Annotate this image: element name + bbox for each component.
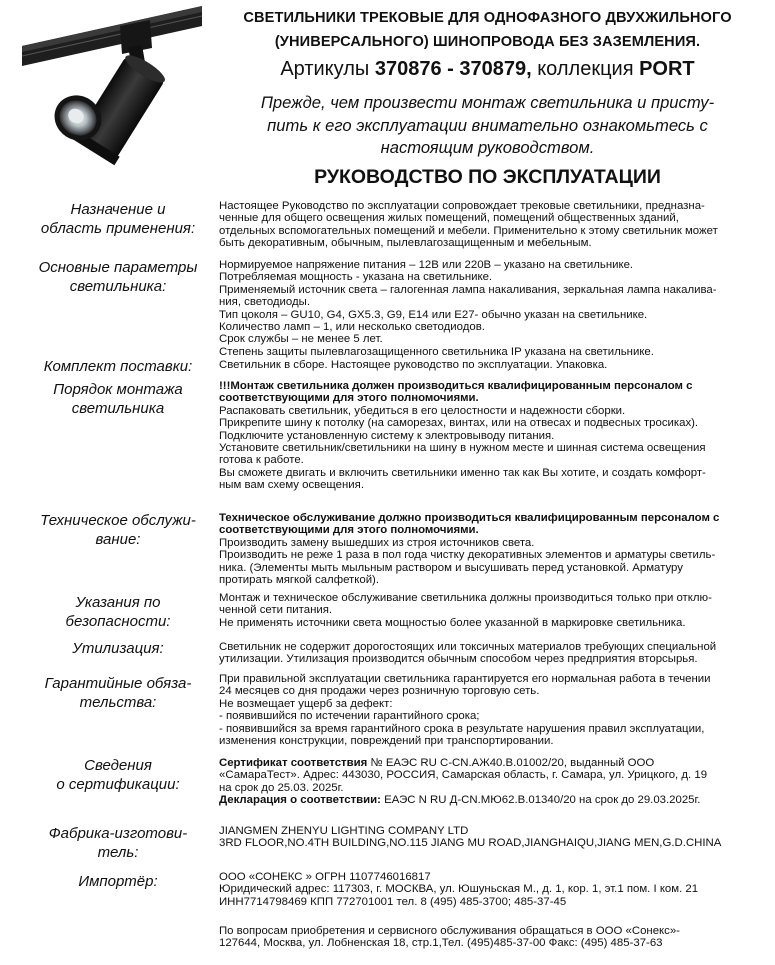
warning-line-1: Прежде, чем произвести монтаж светильника и присту-: [260, 93, 715, 112]
decl-number: ЕАЭС N RU Д-CN.МЮ62.В.01340/20 на срок до 29.03.2025г.: [380, 794, 701, 807]
track-light-illustration: [22, 4, 202, 182]
text-line: ника. (Элементы мыть мыльным раствором и высушивать перед установкой. Арматуру: [219, 561, 683, 574]
text-line: Распаковать светильник, убедиться в его целостности и надежности сборки.: [219, 404, 626, 417]
text-line: отдельных вспомогательных помещений и мебели. Применительно к этому светильник может: [219, 224, 718, 237]
cert-bold: Сертификат соответствия: [219, 757, 368, 769]
text-line: ным вам схему освещения.: [219, 479, 364, 492]
articles-prefix: Артикулы: [280, 58, 375, 80]
text-line: изменения конструкции, повреждений при транспортировании.: [219, 735, 554, 748]
cert-number: № ЕАЭС RU С-CN.АЖ40.В.01002/20, выданный ООО: [367, 757, 655, 769]
text-line: Установите светильник/светильники на шину в нужном месте и шинная система освещения: [219, 442, 706, 455]
disposal-label: [18, 639, 218, 658]
warning-line-3: настоящим руководством.: [380, 138, 595, 157]
text-line: ния, светодиоды.: [219, 296, 310, 309]
importer-text: [219, 871, 759, 908]
text-line: Не возмещает ущерб за дефект:: [219, 697, 393, 710]
service-contacts: [219, 925, 759, 950]
cert-line-1: [219, 757, 759, 769]
install-label-line: светильника: [71, 400, 165, 417]
warranty-text: [219, 673, 759, 747]
warranty-label-line: Гарантийные обяза-: [44, 675, 192, 692]
cert-text: [219, 757, 759, 807]
text-line: 127644, Москва, ул. Лобненская 18, стр.1,Тел. (495)485-37-00 Факс: (495) 485-37-63: [219, 937, 663, 950]
purpose-label-line: область применения:: [40, 220, 196, 237]
text-line: 24 месяцев со дня продажи через розничную торговую сеть.: [219, 685, 540, 698]
articles-line: [210, 56, 765, 82]
cert-label: [18, 756, 218, 794]
text-line: По вопросам приобретения и сервисного обслуживания обращаться в ООО «Сонекс»-: [219, 925, 680, 937]
bold-line: соответствующими для этого полномочиями.: [219, 524, 479, 537]
text-line: Светильник не содержит дорогостоящих или токсичных материалов требующих специальной: [219, 641, 717, 653]
disposal-text: [219, 641, 759, 666]
factory-label-line: Фабрика-изготови-: [48, 825, 188, 842]
text-line: протирать мягкой салфеткой).: [219, 574, 380, 587]
text-line: Настоящее Руководство по эксплуатации сопровождает трековые светильники, предназна-: [219, 200, 705, 212]
decl-bold: Декларация о соответствии:: [219, 794, 381, 807]
text-line: Монтаж и техническое обслуживание светильника должны производиться только при отклю-: [219, 592, 712, 604]
factory-label-line: тель:: [97, 844, 139, 861]
purpose-label-line: Назначение и: [70, 201, 166, 218]
text-line: готова к работе.: [219, 454, 304, 467]
text-line: JIANGMEN ZHENYU LIGHTING COMPANY LTD: [219, 825, 469, 837]
text-line: ИНН7714798469 КПП 772701001 тел. 8 (495) 485-3700; 485-37-45: [219, 895, 567, 908]
text-line: утилизации. Утилизация производится обычным способом через предприятия вторсырья.: [219, 653, 698, 666]
warning-notice: [210, 92, 765, 160]
purpose-text: [219, 200, 759, 250]
purpose-label: [18, 200, 218, 238]
text-line: ООО «СОНЕКС » ОГРН 1107746016817: [219, 871, 431, 883]
warranty-label-line: тельства:: [79, 694, 157, 711]
text-line: Степень защиты пылевлагозащищенного светильника IP указана на светильнике.: [219, 345, 654, 358]
text-line: Производить замену вышедших из строя источников света.: [219, 536, 535, 549]
text-line: ченные для общего освещения жилых помещений, помещений общественных зданий,: [219, 212, 679, 225]
safety-label: [18, 593, 218, 631]
params-text: [219, 259, 759, 358]
importer-label-line: Импортёр:: [78, 873, 158, 890]
cert-label-line: Сведения: [84, 757, 152, 774]
service-label-line: Техническое обслужи-: [40, 512, 196, 529]
params-label-line: Основные параметры: [38, 259, 198, 276]
text-line: При правильной эксплуатации светильника гарантируется его нормальная работа в течении: [219, 673, 711, 685]
disposal-label-line: Утилизация:: [72, 640, 164, 657]
install-label: [18, 380, 218, 418]
factory-label: [18, 824, 218, 862]
text-line: Количество ламп – 1, или несколько светодиодов.: [219, 321, 485, 334]
text-line: Вы сможете двигать и включить светильники именно так как Вы хотите, и создать комфорт-: [219, 466, 706, 479]
bold-line: Техническое обслуживание должно производиться квалифицированным персоналом с: [219, 512, 720, 524]
text-line: Юридический адрес: 117303, г. МОСКВА, ул. Юшуньская М., д. 1, кор. 1, эт.1 пом. I ком. 21: [219, 883, 699, 896]
install-label-line: Порядок монтажа: [53, 381, 183, 398]
text-line: Светильник в сборе. Настоящее руководство по эксплуатации. Упаковка.: [219, 359, 608, 371]
text-line: 3RD FLOOR,NO.4TH BUILDING,NO.115 JIANG MU ROAD,JIANGHAIQU,JIANG MEN,G.D.CHINA: [219, 837, 722, 850]
safety-label-line: Указания по: [75, 594, 161, 611]
articles-mid: коллекция: [531, 58, 640, 80]
params-label-line: светильника:: [69, 278, 167, 295]
bold-line: !!!Монтаж светильника должен производиться квалифицированным персоналом с: [219, 380, 693, 392]
text-line: Срок службы – не менее 5 лет.: [219, 333, 383, 346]
text-line: Нормируемое напряжение питания – 12В или 220В – указано на светильнике.: [219, 259, 634, 271]
service-text: [219, 512, 759, 586]
kit-text: [219, 359, 759, 371]
text-line: «СамараТест». Адрес: 443030, РОССИЯ, Самарская область, г. Самара, ул. Урицкого, д. 19: [219, 769, 708, 782]
text-line: Подключите установленную систему к электровыводу питания.: [219, 429, 555, 442]
safety-text: [219, 592, 759, 629]
text-line: Тип цоколя – GU10, G4, GX5.3, G9, E14 или E27- обычно указан на светильнике.: [219, 308, 648, 321]
text-line: Потребляемая мощность - указана на светильнике.: [219, 271, 493, 284]
collection-name: PORT: [639, 58, 695, 80]
factory-text: [219, 825, 759, 850]
text-line: на срок до 25.03. 2025г.: [219, 781, 344, 794]
text-line: Применяемый источник света – галогенная лампа накаливания, зеркальная лампа накалива-: [219, 283, 717, 296]
warning-line-2: пить к его эксплуатации внимательно ознакомьтесь с: [267, 115, 708, 135]
manual-title: РУКОВОДСТВО ПО ЭКСПЛУАТАЦИИ: [314, 166, 661, 188]
document-title: [210, 6, 765, 54]
text-line: Прикрепите шину к потолку (на саморезах, винтах, или на отвесах и подвесных тросиках).: [219, 417, 699, 430]
cert-label-line: о сертификации:: [56, 776, 180, 793]
text-line: ченной сети питания.: [219, 604, 333, 617]
decl-line: [219, 794, 759, 806]
safety-label-line: безопасности:: [65, 613, 171, 630]
bold-line: соответствующими для этого полномочиями.: [219, 392, 479, 405]
text-line: Не применять источники света мощностью более указанной в маркировке светильника.: [219, 616, 686, 629]
text-line: - появившийся по истечении гарантийного срока;: [219, 710, 480, 723]
text-line: быть декоративным, обычным, пылевлагозащищенным и мебельным.: [219, 237, 592, 250]
service-label: [18, 511, 218, 549]
kit-label-line: Комплект поставки:: [43, 358, 193, 375]
params-label: [18, 258, 218, 296]
importer-label: [18, 872, 218, 891]
warranty-label: [18, 674, 218, 712]
articles-numbers: 370876 - 370879,: [374, 58, 532, 80]
title-line-1: СВЕТИЛЬНИКИ ТРЕКОВЫЕ ДЛЯ ОДНОФАЗНОГО ДВУХЖИЛЬНОГО: [243, 10, 732, 26]
kit-label: [18, 357, 218, 376]
service-label-line: вание:: [95, 531, 141, 548]
install-text: [219, 380, 759, 492]
title-line-2: (УНИВЕРСАЛЬНОГО) ШИНОПРОВОДА БЕЗ ЗАЗЕМЛЕНИЯ.: [274, 34, 701, 50]
text-line: - появившийся за время гарантийного срока в результате нарушения правил эксплуатации,: [219, 722, 705, 735]
text-line: Производить не реже 1 раза в пол года чистку декоративных элементов и арматуры светиль-: [219, 549, 716, 562]
